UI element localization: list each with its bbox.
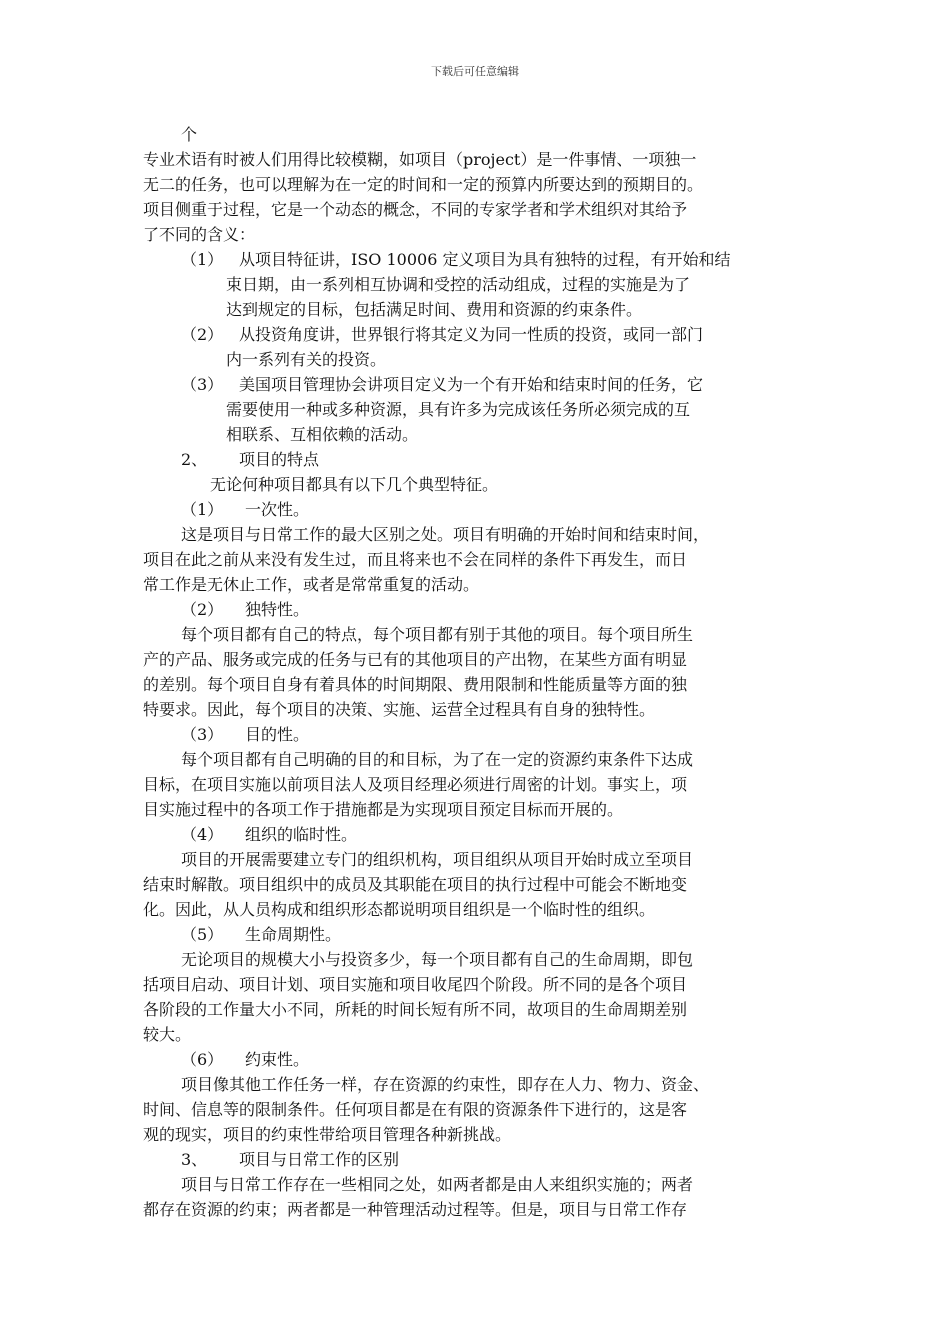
text-line: 美国项目管理协会讲项目定义为一个有开始和结束时间的任务，它 (239, 375, 704, 394)
list-number: （1） (181, 250, 224, 269)
text-line: 目实施过程中的各项工作于措施都是为实现项目预定目标而开展的。 (143, 800, 624, 819)
text-line: 的差别。每个项目自身有着具体的时间期限、费用限制和性能质量等方面的独 (143, 675, 688, 694)
section-number: 2、 (181, 450, 208, 469)
document-body (143, 122, 807, 1222)
section-heading-3 (143, 1147, 807, 1172)
text-line: 每个项目都有自己的特点，每个项目都有别于其他的项目。每个项目所生 (181, 625, 694, 644)
text-line: 各阶段的工作量大小不同，所耗的时间长短有所不同，故项目的生命周期差别 (143, 1000, 688, 1019)
list-number: （1） (181, 500, 224, 519)
text-line: 时间、信息等的限制条件。任何项目都是在有限的资源条件下进行的，这是客 (143, 1100, 688, 1119)
text-line: 较大。 (143, 1025, 192, 1044)
text-line: 结束时解散。项目组织中的成员及其职能在项目的执行过程中可能会不断地变 (143, 875, 688, 894)
definition-item-1 (143, 247, 807, 322)
text-line: 无论何种项目都具有以下几个典型特征。 (210, 475, 499, 494)
feature-paragraph-4 (143, 847, 807, 922)
feature-heading-1 (143, 497, 807, 522)
text-line: 内一系列有关的投资。 (226, 350, 387, 369)
feature-paragraph-1 (143, 522, 807, 597)
definition-item-2 (143, 322, 807, 372)
list-number: （6） (181, 1050, 224, 1069)
feature-heading-4 (143, 822, 807, 847)
text-line: 每个项目都有自己明确的目的和目标，为了在一定的资源约束条件下达成 (181, 750, 694, 769)
text-line: 个 (181, 125, 198, 144)
section-title: 项目的特点 (239, 450, 320, 469)
page-header: 下载后可任意编辑 (431, 65, 519, 78)
text-line: 括项目启动、项目计划、项目实施和项目收尾四个阶段。所不同的是各个项目 (143, 975, 688, 994)
text-line: 目标，在项目实施以前项目法人及项目经理必须进行周密的计划。事实上，项 (143, 775, 688, 794)
text-line: 项目与日常工作存在一些相同之处，如两者都是由人来组织实施的；两者 (181, 1175, 694, 1194)
text-line: 从项目特征讲，ISO 10006 定义项目为具有独特的过程，有开始和结 (239, 250, 731, 269)
section-number: 3、 (181, 1150, 208, 1169)
list-number: （2） (181, 325, 224, 344)
text-line: 束日期，由一系列相互协调和受控的活动组成，过程的实施是为了 (226, 275, 691, 294)
section-heading-2 (143, 447, 807, 472)
feature-title: 目的性。 (245, 725, 310, 744)
text-line: 这是项目与日常工作的最大区别之处。项目有明确的开始时间和结束时间， (181, 525, 710, 544)
text-line: 观的现实，项目的约束性带给项目管理各种新挑战。 (143, 1125, 512, 1144)
text-line: 都存在资源的约束；两者都是一种管理活动过程等。但是，项目与日常工作存 (143, 1200, 688, 1219)
section-title: 项目与日常工作的区别 (239, 1150, 400, 1169)
text-line: 项目的开展需要建立专门的组织机构，项目组织从项目开始时成立至项目 (181, 850, 694, 869)
text-line: 常工作是无休止工作，或者是常常重复的活动。 (143, 575, 480, 594)
list-number: （2） (181, 600, 224, 619)
feature-paragraph-2 (143, 622, 807, 722)
text-line: 项目侧重于过程，它是一个动态的概念，不同的专家学者和学术组织对其给予 (143, 200, 688, 219)
feature-title: 一次性。 (245, 500, 310, 519)
section-paragraph-3 (143, 1172, 807, 1222)
text-line: 产的产品、服务或完成的任务与已有的其他项目的产出物，在某些方面有明显 (143, 650, 688, 669)
text-line: 无二的任务，也可以理解为在一定的时间和一定的预算内所要达到的预期目的。 (143, 175, 704, 194)
text-line: 特要求。因此，每个项目的决策、实施、运营全过程具有自身的独特性。 (143, 700, 656, 719)
list-number: （3） (181, 725, 224, 744)
text-line: 化。因此，从人员构成和组织形态都说明项目组织是一个临时性的组织。 (143, 900, 656, 919)
feature-heading-3 (143, 722, 807, 747)
feature-title: 约束性。 (245, 1050, 310, 1069)
list-number: （5） (181, 925, 224, 944)
list-number: （4） (181, 825, 224, 844)
feature-paragraph-6 (143, 1072, 807, 1147)
text-line: 项目像其他工作任务一样，存在资源的约束性，即存在人力、物力、资金、 (181, 1075, 710, 1094)
text-line: 相联系、互相依赖的活动。 (226, 425, 419, 444)
text-line: 专业术语有时被人们用得比较模糊，如项目（project）是一件事情、一项独一 (143, 150, 697, 169)
definition-item-3 (143, 372, 807, 447)
text-line: 项目在此之前从来没有发生过，而且将来也不会在同样的条件下再发生，而日 (143, 550, 688, 569)
feature-heading-5 (143, 922, 807, 947)
list-number: （3） (181, 375, 224, 394)
text-line: 了不同的含义： (143, 225, 256, 244)
text-line: 需要使用一种或多种资源，具有许多为完成该任务所必须完成的互 (226, 400, 691, 419)
feature-title: 生命周期性。 (245, 925, 342, 944)
feature-paragraph-5 (143, 947, 807, 1047)
feature-paragraph-3 (143, 747, 807, 822)
paragraph-project-definition (143, 147, 807, 247)
feature-title: 组织的临时性。 (245, 825, 358, 844)
feature-heading-6 (143, 1047, 807, 1072)
text-line: 从投资角度讲，世界银行将其定义为同一性质的投资，或同一部门 (239, 325, 704, 344)
text-line: 无论项目的规模大小与投资多少，每一个项目都有自己的生命周期，即包 (181, 950, 694, 969)
feature-heading-2 (143, 597, 807, 622)
feature-title: 独特性。 (245, 600, 310, 619)
text-line: 达到规定的目标，包括满足时间、费用和资源的约束条件。 (226, 300, 643, 319)
